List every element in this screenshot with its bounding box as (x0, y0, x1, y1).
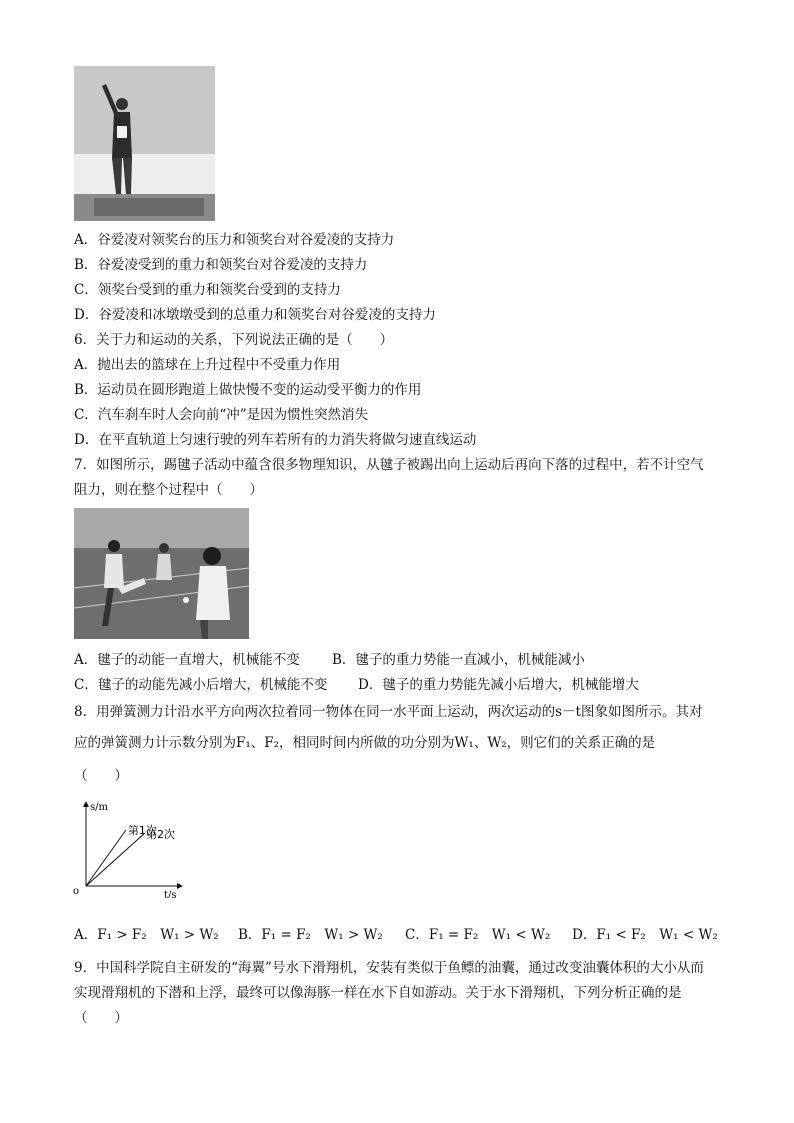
q7-option-c: C．毽子的动能先减小后增大，机械能不变 (74, 677, 328, 693)
q5-option-a: A．谷爱凌对领奖台的压力和领奖台对谷爱凌的支持力 (74, 232, 395, 248)
q5-option-c: C．领奖台受到的重力和领奖台受到的支持力 (74, 282, 341, 298)
q7-option-d: D．毽子的重力势能先减小后增大，机械能增大 (358, 677, 639, 693)
q9-stem-line2: 实现滑翔机的下潜和上浮，最终可以像海豚一样在水下自如游动。关于水下滑翔机，下列分析正确的是 (74, 985, 682, 1001)
series-line-1 (86, 830, 126, 886)
q8-option-a: A．F₁ > F₂ W₁ > W₂ (74, 927, 219, 943)
q8-option-b: B．F₁ = F₂ W₁ > W₂ (238, 927, 383, 943)
y-axis-label: s/m (90, 802, 108, 813)
q7-option-b: B．毽子的重力势能一直减小，机械能减小 (332, 652, 585, 668)
q5-option-b: B．谷爱凌受到的重力和领奖台对谷爱凌的支持力 (74, 257, 368, 273)
q6-option-c: C．汽车刹车时人会向前“冲”是因为惯性突然消失 (74, 407, 369, 423)
x-axis-label: t/s (164, 890, 177, 898)
q9-stem-line3: （ ） (74, 1010, 128, 1026)
q7-stem-line2: 阻力，则在整个过程中（ ） (74, 482, 263, 498)
q6-option-b: B．运动员在圆形跑道上做快慢不变的运动受平衡力的作用 (74, 382, 422, 398)
q9-stem-line1: 9．中国科学院自主研发的“海翼”号水下滑翔机，安装有类似于鱼鳔的油囊，通过改变油囊体积的大小从而 (74, 960, 704, 976)
podium-photo (74, 66, 215, 221)
q8-stem-line3: （ ） (74, 768, 128, 784)
q6-option-a: A．抛出去的篮球在上升过程中不受重力作用 (74, 357, 341, 373)
series-label-1: 第1次 (127, 824, 157, 838)
shuttlecock-photo (74, 508, 249, 639)
q8-option-d: D．F₁ < F₂ W₁ < W₂ (572, 927, 718, 943)
q8-stem-line1: 8．用弹簧测力计沿水平方向两次拉着同一物体在同一水平面上运动，两次运动的s－t图象如图所示。其对 (74, 704, 703, 720)
q5-option-d: D．谷爱凌和冰墩墩受到的总重力和领奖台对谷爱凌的支持力 (74, 307, 436, 323)
q6-option-d: D．在平直轨道上匀速行驶的列车若所有的力消失将做匀速直线运动 (74, 432, 477, 448)
origin-label: o (73, 886, 80, 897)
q8-stem-line2: 应的弹簧测力计示数分别为F₁、F₂，相同时间内所做的功分别为W₁、W₂，则它们的关系正确的是 (74, 735, 656, 751)
s-t-chart (70, 798, 200, 898)
q8-option-c: C．F₁ = F₂ W₁ < W₂ (405, 927, 551, 943)
q7-option-a: A．毽子的动能一直增大，机械能不变 (74, 652, 300, 668)
q6-stem: 6．关于力和运动的关系，下列说法正确的是（ ） (74, 332, 394, 348)
series-line-2 (86, 834, 144, 886)
q7-stem-line1: 7．如图所示，踢毽子活动中蕴含很多物理知识，从毽子被踢出向上运动后再向下落的过程中，若不计空气 (74, 457, 704, 473)
series-label-2: 第2次 (145, 827, 175, 841)
